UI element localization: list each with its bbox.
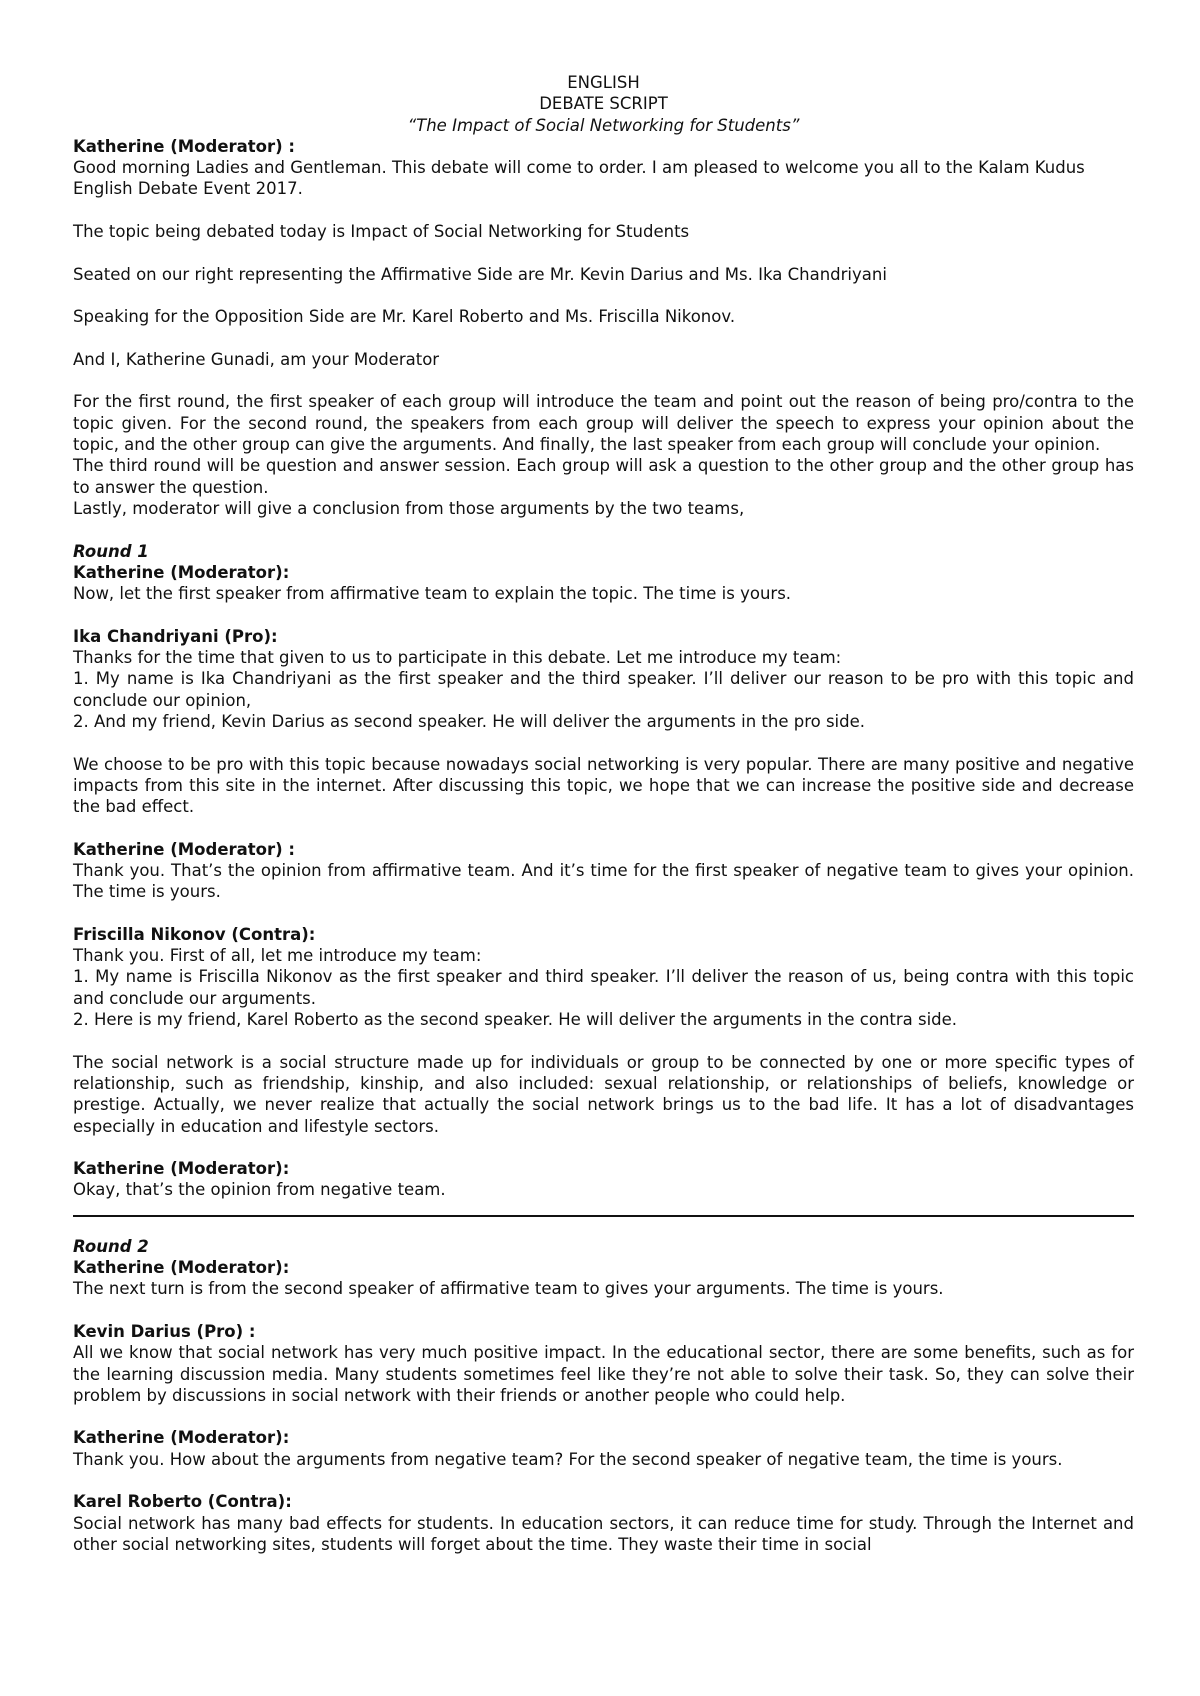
intro-moderator: And I, Katherine Gunadi, am your Moderator	[73, 349, 440, 369]
moderator-r1-2-text: Thank you. That’s the opinion from affirmative team. And it’s time for the first speaker of negative team to gives your opinion. The time is yours.	[73, 860, 1134, 902]
moderator-r2-2-text: Thank you. How about the arguments from negative team? For the second speaker of negative team, the time is yours.	[73, 1449, 1063, 1469]
friscilla-line-2: 1. My name is Friscilla Nikonov as the first speaker and third speaker. I’ll deliver the reason of us, being contra with this topic and conclude our arguments.	[73, 967, 1134, 1008]
doc-subtitle: “The Impact of Social Networking for Students”	[407, 115, 800, 135]
section-divider	[73, 1215, 1134, 1217]
speaker-moderator-r1-2: Katherine (Moderator) :	[73, 839, 296, 859]
intro-rules-conclusion: Lastly, moderator will give a conclusion from those arguments by the two teams,	[73, 498, 745, 518]
intro-rules-round3: The third round will be question and answer session. Each group will ask a question to the other group and the other group has to answer the question.	[73, 456, 1134, 497]
friscilla-line-1: Thank you. First of all, let me introduce my team:	[73, 946, 482, 966]
speaker-moderator-r2-1: Katherine (Moderator):	[73, 1258, 290, 1278]
doc-title-english: ENGLISH	[567, 73, 640, 92]
karel-paragraph: Social network has many bad effects for students. In education sectors, it can reduce time for study. Through the Internet and other social networking sites, students will forget about the time. They waste their time in social	[73, 1513, 1134, 1554]
doc-title-debate-script: DEBATE SCRIPT	[539, 94, 668, 114]
ika-paragraph: We choose to be pro with this topic because nowadays social networking is very popular. There are many positive and negative impacts from this site in the internet. After discussing this topic, we hope that we can increase the positive side and decrease the bad effect.	[73, 754, 1134, 817]
round-1-heading: Round 1	[73, 541, 149, 561]
speaker-moderator-r2-2: Katherine (Moderator):	[73, 1428, 290, 1448]
ika-line-1: Thanks for the time that given to us to participate in this debate. Let me introduce my team:	[73, 648, 842, 668]
speaker-kevin: Kevin Darius (Pro) :	[73, 1321, 256, 1341]
speaker-moderator-intro: Katherine (Moderator) :	[73, 136, 296, 156]
ika-line-2: 1. My name is Ika Chandriyani as the first speaker and the third speaker. I’ll deliver our reason to be pro with this topic and conclude our opinion,	[73, 669, 1134, 710]
moderator-r1-3-text: Okay, that’s the opinion from negative team.	[73, 1180, 446, 1200]
document-page	[73, 72, 1134, 1555]
speaker-moderator-r1-3: Katherine (Moderator):	[73, 1159, 290, 1179]
intro-welcome: Good morning Ladies and Gentleman. This debate will come to order. I am pleased to welcome you all to the Kalam Kudus English Debate Event 2017.	[73, 158, 1085, 199]
moderator-r2-1-text: The next turn is from the second speaker of affirmative team to gives your arguments. The time is yours.	[73, 1279, 944, 1299]
speaker-karel: Karel Roberto (Contra):	[73, 1492, 292, 1512]
speaker-friscilla: Friscilla Nikonov (Contra):	[73, 924, 316, 944]
speaker-ika: Ika Chandriyani (Pro):	[73, 626, 278, 646]
ika-line-3: 2. And my friend, Kevin Darius as second speaker. He will deliver the arguments in the pro side.	[73, 711, 865, 731]
intro-opposition: Speaking for the Opposition Side are Mr. Karel Roberto and Ms. Friscilla Nikonov.	[73, 307, 736, 327]
kevin-paragraph: All we know that social network has very much positive impact. In the educational sector, there are some benefits, such as for the learning discussion media. Many students sometimes feel like they’re not able to solve their task. So, they can solve their problem by discussions in social network with their friends or another people who could help.	[73, 1343, 1134, 1405]
speaker-moderator-r1-1: Katherine (Moderator):	[73, 562, 290, 582]
intro-affirmative: Seated on our right representing the Affirmative Side are Mr. Kevin Darius and Ms. Ika Chandriyani	[73, 264, 887, 284]
friscilla-line-3: 2. Here is my friend, Karel Roberto as the second speaker. He will deliver the arguments in the contra side.	[73, 1010, 958, 1030]
intro-topic: The topic being debated today is Impact of Social Networking for Students	[73, 222, 690, 242]
round-2-heading: Round 2	[73, 1236, 149, 1256]
doc-header	[73, 72, 1134, 136]
moderator-r1-1-text: Now, let the first speaker from affirmative team to explain the topic. The time is yours.	[73, 584, 792, 604]
friscilla-paragraph: The social network is a social structure made up for individuals or group to be connected by one or more specific types of relationship, such as friendship, kinship, and also included: sexual relationship, or relationships of beliefs, knowledge or prestige. Actually, we never realize that actually the social network brings us to the bad life. It has a lot of disadvantages especially in education and lifestyle sectors.	[73, 1052, 1134, 1136]
intro-rules-round1-2: For the first round, the first speaker of each group will introduce the team and point out the reason of being pro/contra to the topic given. For the second round, the speakers from each group will deliver the speech to express your opinion about the topic, and the other group can give the arguments. And finally, the last speaker from each group will conclude your opinion.	[73, 392, 1134, 455]
